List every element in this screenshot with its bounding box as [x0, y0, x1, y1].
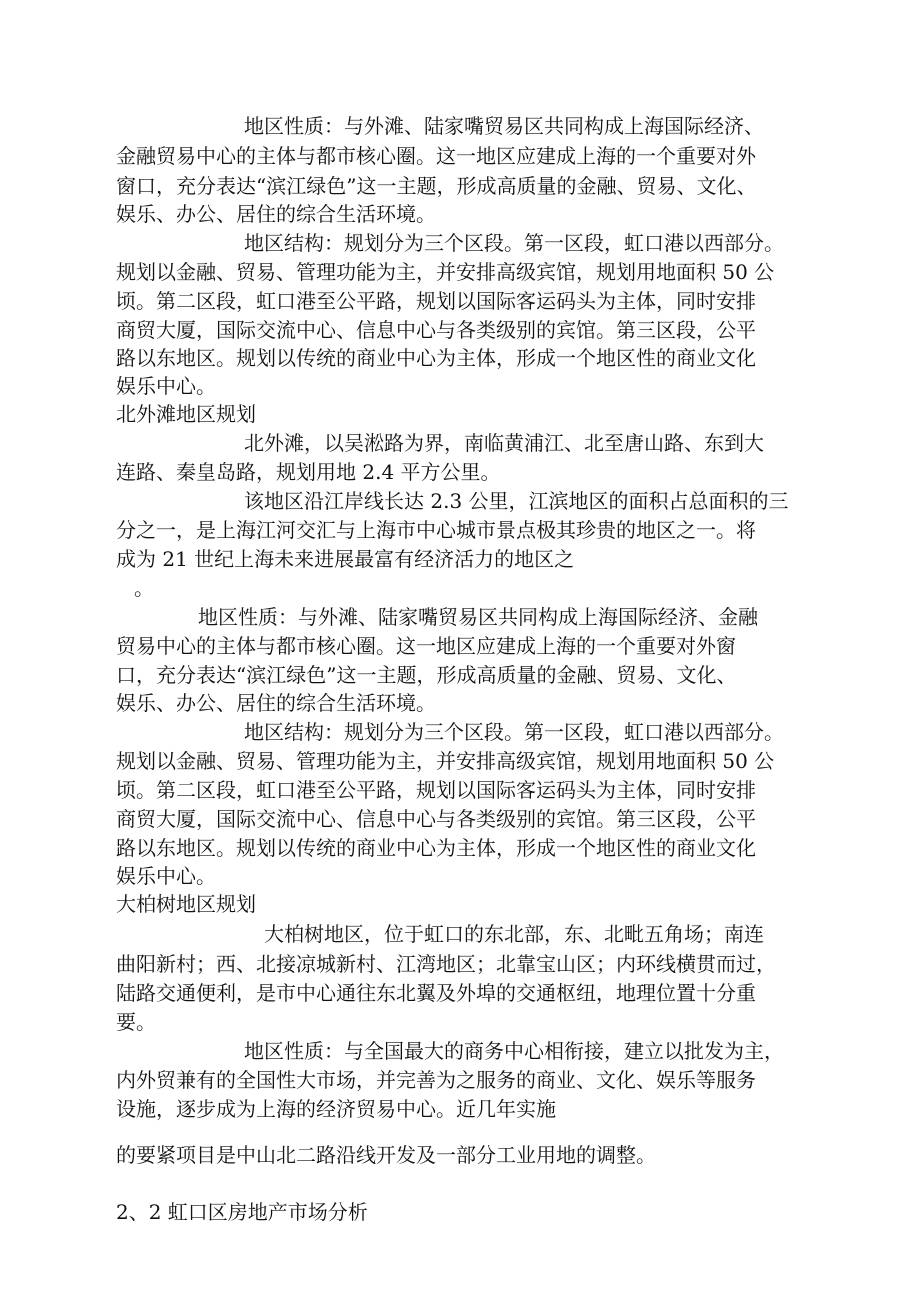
text-line: 曲阳新村；西、北接凉城新村、江湾地区；北靠宝山区；内环线横贯而过，: [116, 952, 776, 976]
section-heading: 北外滩地区规划: [116, 402, 256, 426]
text-line: 北外滩，以吴淞路为界，南临黄浦江、北至唐山路、东到大: [244, 431, 764, 455]
text-line: 内外贸兼有的全国性大市场，并完善为之服务的商业、文化、娱乐等服务: [116, 1068, 756, 1092]
text-line: 地区性质：与全国最大的商务中心相衔接，建立以批发为主，: [244, 1039, 784, 1063]
text-line: 分之一，是上海江河交汇与上海市中心城市景点极其珍贵的地区之一。将: [116, 518, 756, 542]
text-line: 顷。第二区段，虹口港至公平路，规划以国际客运码头为主体，同时安排: [116, 778, 756, 802]
section-heading: 2、2 虹口区房地产市场分析: [116, 1200, 368, 1224]
text-line: 娱乐、办公、居住的综合生活环境。: [116, 202, 436, 226]
text-line: 成为 21 世纪上海未来进展最富有经济活力的地区之: [116, 547, 575, 571]
text-line: 娱乐中心。: [116, 374, 216, 398]
text-line: 口，充分表达“滨江绿色”这一主题，形成高质量的金融、贸易、文化、: [116, 663, 737, 687]
text-line: 顷。第二区段，虹口港至公平路，规划以国际客运码头为主体，同时安排: [116, 289, 756, 313]
text-line: 要。: [116, 1010, 156, 1034]
section-heading: 大柏树地区规划: [116, 892, 256, 916]
text-line: 设施，逐步成为上海的经济贸易中心。近几年实施: [116, 1097, 556, 1121]
text-line: 的要紧项目是中山北二路沿线开发及一部分工业用地的调整。: [116, 1143, 656, 1167]
text-line: 商贸大厦，国际交流中心、信息中心与各类级别的宾馆。第三区段，公平: [116, 318, 756, 342]
text-line: 娱乐、办公、居住的综合生活环境。: [116, 691, 436, 715]
text-line: 。: [134, 576, 154, 600]
text-line: 连路、秦皇岛路，规划用地 2.4 平方公里。: [116, 460, 501, 484]
text-line: 窗口，充分表达“滨江绿色”这一主题，形成高质量的金融、贸易、文化、: [116, 174, 757, 198]
text-line: 路以东地区。规划以传统的商业中心为主体，形成一个地区性的商业文化: [116, 346, 756, 370]
text-line: 该地区沿江岸线长达 2.3 公里，江滨地区的面积占总面积的三: [244, 489, 789, 513]
text-line: 娱乐中心。: [116, 864, 216, 888]
text-line: 路以东地区。规划以传统的商业中心为主体，形成一个地区性的商业文化: [116, 836, 756, 860]
text-line: 金融贸易中心的主体与都市核心圈。这一地区应建成上海的一个重要对外: [116, 144, 756, 168]
text-line: 大柏树地区，位于虹口的东北部，东、北毗五角场；南连: [264, 922, 764, 946]
text-line: 地区性质：与外滩、陆家嘴贸易区共同构成上海国际经济、金融: [198, 605, 758, 629]
text-line: 商贸大厦，国际交流中心、信息中心与各类级别的宾馆。第三区段，公平: [116, 807, 756, 831]
text-line: 规划以金融、贸易、管理功能为主，并安排高级宾馆，规划用地面积 50 公: [116, 749, 775, 773]
text-line: 陆路交通便利，是市中心通往东北翼及外埠的交通枢纽，地理位置十分重: [116, 981, 756, 1005]
text-line: 规划以金融、贸易、管理功能为主，并安排高级宾馆，规划用地面积 50 公: [116, 260, 775, 284]
text-line: 贸易中心的主体与都市核心圈。这一地区应建成上海的一个重要对外窗: [116, 634, 736, 658]
text-line: 地区性质：与外滩、陆家嘴贸易区共同构成上海国际经济、: [244, 114, 764, 138]
text-line: 地区结构：规划分为三个区段。第一区段，虹口港以西部分。: [244, 720, 784, 744]
text-line: 地区结构：规划分为三个区段。第一区段，虹口港以西部分。: [244, 231, 784, 255]
